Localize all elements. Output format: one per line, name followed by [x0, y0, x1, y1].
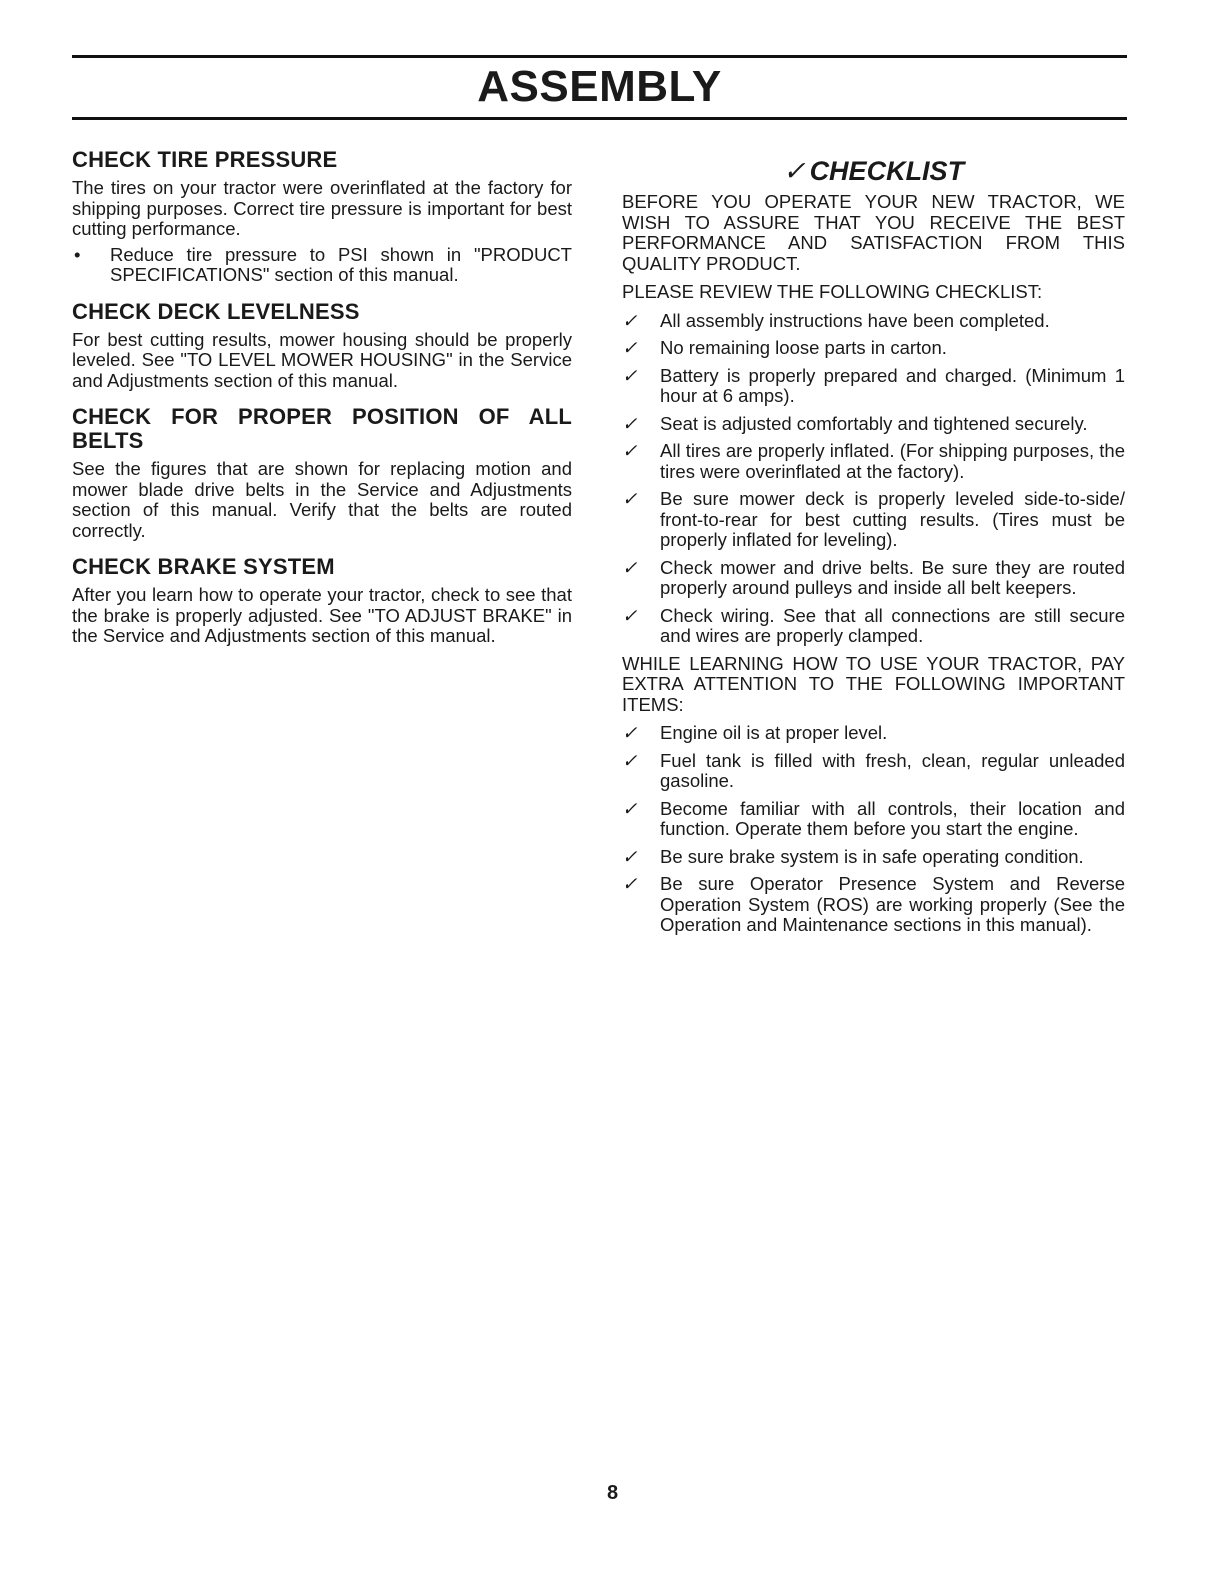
tire-pressure-heading: CHECK TIRE PRESSURE	[72, 147, 338, 172]
review-item-text: Be sure mower deck is properly leveled side-to-side/ front-to-rear for best cutting results. (Tires must be properly inflated for leveling).	[660, 488, 1125, 550]
checkmark-icon: ✓	[622, 797, 638, 819]
learning-item	[622, 874, 1125, 936]
checkmark-icon: ✓	[622, 749, 638, 771]
checkmark-icon: ✓	[622, 556, 638, 578]
review-item	[622, 489, 1125, 551]
review-item	[622, 606, 1125, 647]
learning-item	[622, 751, 1125, 792]
checkmark-icon: ✓	[622, 412, 638, 434]
checkmark-icon: ✓	[782, 156, 806, 186]
learning-item-text: Be sure Operator Presence System and Reverse Operation System (ROS) are working properly (See the Operation and Maintenance sections in this manual).	[660, 873, 1125, 935]
tire-pressure-bullet	[72, 245, 572, 286]
learning-item-text: Fuel tank is filled with fresh, clean, regular unleaded gasoline.	[660, 749, 1125, 791]
review-item-text: Check mower and drive belts. Be sure they are routed properly around pulleys and inside all belt keepers.	[660, 556, 1125, 598]
review-item	[622, 558, 1125, 599]
learning-item-text: Engine oil is at proper level.	[660, 722, 888, 743]
brake-text: After you learn how to operate your tractor, check to see that the brake is properly adjusted. See "TO ADJUST BRAKE" in the Service and Adjustments section of this manual.	[72, 584, 572, 646]
deck-levelness-text: For best cutting results, mower housing should be properly leveled. See "TO LEVEL MOWER HOUSING" in the Service and Adjustments section of this manual.	[72, 328, 572, 391]
tire-pressure-text: The tires on your tractor were overinflated at the factory for shipping purposes. Correct tire pressure is important for best cutting performance.	[72, 177, 572, 239]
learning-item-text: Become familiar with all controls, their location and function. Operate them before you start the engine.	[660, 797, 1125, 839]
checkmark-icon: ✓	[622, 845, 638, 867]
learning-item	[622, 799, 1125, 840]
checkmark-icon: ✓	[622, 873, 638, 894]
checkmark-icon: ✓	[622, 488, 638, 509]
review-item-text: Check wiring. See that all connections are still secure and wires are properly clamped.	[660, 604, 1125, 646]
learning-heading: WHILE LEARNING HOW TO USE YOUR TRACTOR, PAY EXTRA ATTENTION TO THE FOLLOWING IMPORTANT ITEMS:	[622, 652, 1125, 715]
deck-levelness-section	[72, 300, 572, 392]
right-column	[622, 148, 1125, 943]
belts-heading: CHECK FOR PROPER POSITION OF ALL BELTS	[72, 404, 572, 453]
brake-heading: CHECK BRAKE SYSTEM	[72, 554, 335, 579]
tire-pressure-bullet-text: Reduce tire pressure to PSI shown in "PRODUCT SPECIFICATIONS" section of this manual.	[110, 243, 572, 285]
belts-section	[72, 405, 572, 541]
review-item	[622, 338, 1125, 359]
checkmark-icon: ✓	[622, 309, 638, 331]
deck-levelness-heading: CHECK DECK LEVELNESS	[72, 298, 360, 324]
learning-item	[622, 723, 1125, 744]
belts-text: See the figures that are shown for replacing motion and mower blade drive belts in the Service and Adjustments section of this manual. Verify that the belts are routed correctly.	[72, 458, 572, 541]
header-bottom-rule	[72, 117, 1127, 120]
checkmark-icon: ✓	[622, 604, 638, 626]
review-item	[622, 414, 1125, 435]
review-item-text: All tires are properly inflated. (For shipping purposes, the tires were overinflated at the factory).	[660, 440, 1125, 482]
page-title: ASSEMBLY	[477, 62, 722, 111]
checklist-intro: BEFORE YOU OPERATE YOUR NEW TRACTOR, WE WISH TO ASSURE THAT YOU RECEIVE THE BEST PERFORMANCE AND SATISFACTION FROM THIS QUALITY PRODUCT.	[622, 191, 1125, 274]
left-column	[72, 148, 572, 661]
learning-checklist	[622, 723, 1125, 936]
review-item-text: No remaining loose parts in carton.	[660, 337, 947, 358]
tire-pressure-section	[72, 148, 572, 286]
checkmark-icon: ✓	[622, 722, 638, 743]
page-number: 8	[606, 1482, 619, 1504]
review-item-text: All assembly instructions have been completed.	[660, 309, 1050, 331]
bullet-icon: •	[74, 243, 81, 265]
review-item-text: Battery is properly prepared and charged. (Minimum 1 hour at 6 amps).	[660, 364, 1125, 406]
review-item-text: Seat is adjusted comfortably and tightened securely.	[660, 412, 1088, 434]
checklist-title-text: CHECKLIST	[809, 156, 965, 186]
review-item	[622, 311, 1125, 332]
review-checklist	[622, 311, 1125, 647]
checkmark-icon: ✓	[622, 337, 638, 358]
learning-item-text: Be sure brake system is in safe operating condition.	[660, 845, 1084, 867]
learning-item	[622, 847, 1125, 868]
review-item	[622, 441, 1125, 482]
brake-section	[72, 555, 572, 647]
checklist-title	[622, 156, 1125, 186]
review-item	[622, 366, 1125, 407]
checkmark-icon: ✓	[622, 440, 638, 461]
review-heading: PLEASE REVIEW THE FOLLOWING CHECKLIST:	[622, 281, 1043, 302]
checkmark-icon: ✓	[622, 364, 638, 386]
